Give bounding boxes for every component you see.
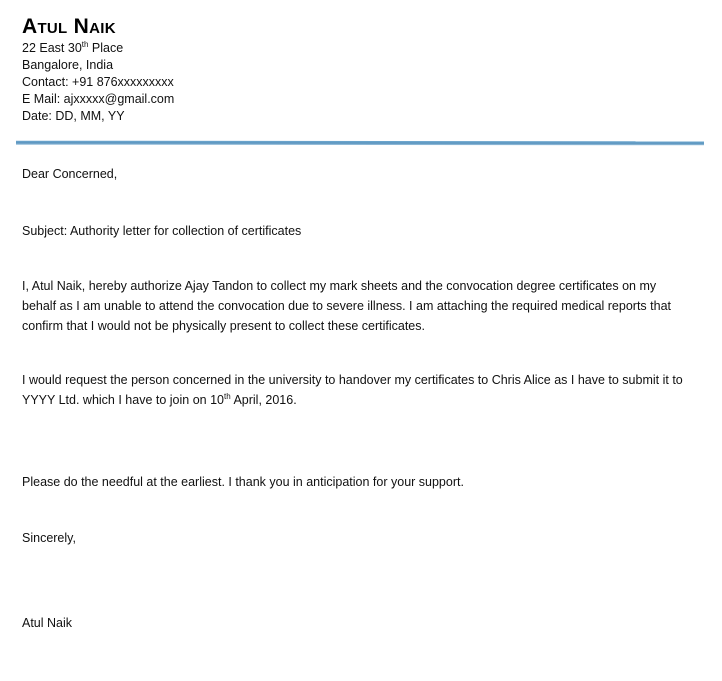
date-ordinal: th <box>223 391 231 401</box>
join-date: April, 2016. <box>230 393 297 407</box>
paragraph-line <box>22 390 706 410</box>
paragraph-authorization <box>22 276 706 336</box>
paragraph-line: I would request the person concerned in the university to handover my certificates to Chris Alice as I have to submit it to <box>22 373 683 387</box>
sender-name: Atul Naik <box>22 15 116 38</box>
letter-date: Date: DD, MM, YY <box>22 109 125 123</box>
paragraph-line: behalf as I am unable to attend the convocation due to severe illness. I am attaching the required medical reports that <box>22 299 671 313</box>
sender-address <box>22 40 622 57</box>
sender-email: E Mail: ajxxxxx@gmail.com <box>22 92 175 106</box>
paragraph-line: I, Atul Naik, hereby authorize Ajay Tandon to collect my mark sheets and the convocation degree certificates on my <box>22 279 657 293</box>
address-ordinal: th <box>81 39 89 49</box>
paragraph-line: confirm that I would not be physically present to collect these certificates. <box>22 319 425 333</box>
letter-header <box>22 14 622 125</box>
signature-name: Atul Naik <box>22 616 73 630</box>
address-street: 22 East 30 <box>22 41 82 55</box>
closing: Sincerely, <box>22 531 76 545</box>
paragraph-request <box>22 370 706 410</box>
header-divider <box>16 141 704 146</box>
salutation: Dear Concerned, <box>22 167 118 181</box>
join-text: YYYY Ltd. which I have to join on 10 <box>22 393 224 407</box>
paragraph-closing-request: Please do the needful at the earliest. I thank you in anticipation for your support. <box>22 475 464 489</box>
sender-contact: Contact: +91 876xxxxxxxxx <box>22 75 174 89</box>
address-place: Place <box>88 41 124 55</box>
sender-city: Bangalore, India <box>22 58 114 72</box>
subject-line: Subject: Authority letter for collection of certificates <box>22 224 302 238</box>
